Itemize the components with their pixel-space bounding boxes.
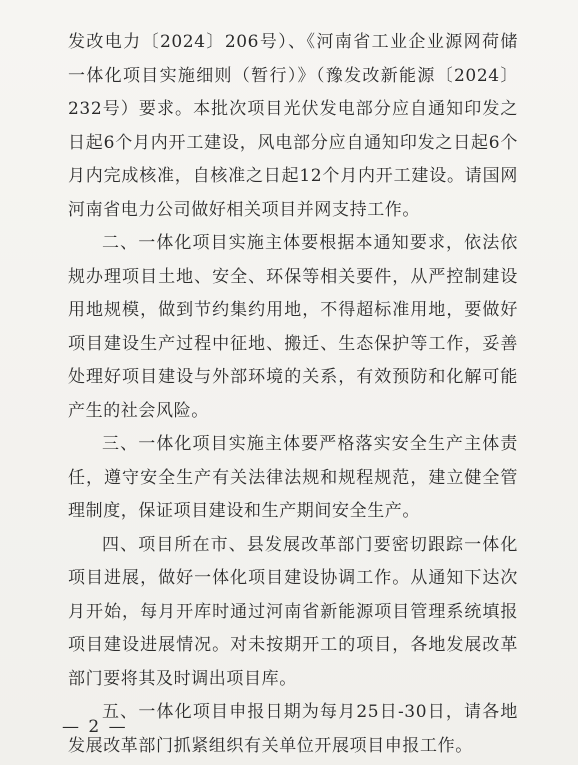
paragraph-item-4: 四、项目所在市、县发展改革部门要密切跟踪一体化项目进展，做好一体化项目建设协调工作。从通知下达次月开始，每月开库时通过河南省新能源项目管理系统填报项目建设进展情况。对未按期开工的项目，各地发展改革部门要将其及时调出项目库。 — [68, 534, 518, 689]
paragraph-item-5: 五、一体化项目申报日期为每月25日-30日，请各地发展改革部门抓紧组织有关单位开展项目申报工作。 — [68, 702, 518, 756]
page-number: — 2 — — [62, 717, 128, 737]
paragraph-item-2: 二、一体化项目实施主体要根据本通知要求，依法依规办理项目土地、安全、环保等相关要件，从严控制建设用地规模，做到节约集约用地，不得超标准用地，要做好项目建设生产过程中征地、搬迁、生态保护等工作，妥善处理好项目建设与外部环境的关系，有效预防和化解可能产生的社会风险。 — [68, 233, 518, 421]
paragraph-continuation: 发改电力〔2024〕206号）、《河南省工业企业源网荷储一体化项目实施细则（暂行）》（豫发改新能源〔2024〕232号）要求。本批次项目光伏发电部分应自通知印发之日起6个月内开工建设，风电部分应自通知印发之日起6个月内完成核准，自核准之日起12个月内开工建设。请国网河南省电力公司做好相关项目并网支持工作。 — [68, 32, 518, 220]
paragraph-item-3: 三、一体化项目实施主体要严格落实安全生产主体责任，遵守安全生产有关法律法规和规程规范，建立健全管理制度，保证项目建设和生产期间安全生产。 — [68, 434, 518, 521]
